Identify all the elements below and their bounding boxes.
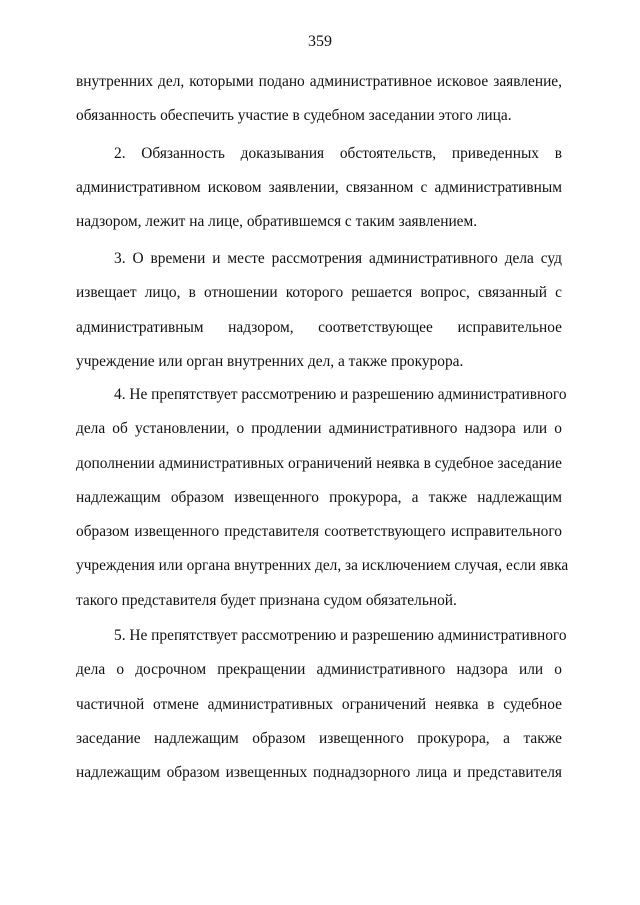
paragraph-line: надлежащим образом извещенных поднадзорного лица и представителя — [76, 764, 562, 781]
page-number: 359 — [308, 33, 332, 50]
paragraph-line: обязанность обеспечить участие в судебном заседании этого лица. — [76, 107, 512, 124]
paragraph-line: такого представителя будет признана судом обязательной. — [76, 592, 457, 609]
paragraph-line: образом извещенного представителя соответствующего исправительного — [76, 523, 562, 540]
paragraph-line: частичной отмене административных ограничений неявка в судебное — [76, 696, 562, 713]
paragraph-line: дела о досрочном прекращении административного надзора или о — [76, 661, 562, 678]
paragraph-line: надлежащим образом извещенного прокурора, а также надлежащим — [76, 489, 562, 506]
paragraph-line: дополнении административных ограничений неявка в судебное заседание — [76, 455, 562, 472]
paragraph-line: извещает лицо, в отношении которого решается вопрос, связанный с — [76, 284, 562, 301]
paragraph-line: административным надзором, соответствующее исправительное — [76, 319, 562, 336]
paragraph-line: учреждения или органа внутренних дел, за исключением случая, если явка — [76, 557, 569, 574]
paragraph-line: 2. Обязанность доказывания обстоятельств, приведенных в — [114, 145, 562, 162]
paragraph-line: внутренних дел, которыми подано административное исковое заявление, — [76, 73, 562, 90]
paragraph-line: 3. О времени и месте рассмотрения административного дела суд — [114, 250, 562, 267]
paragraph-line: дела об установлении, о продлении административного надзора или о — [76, 420, 562, 437]
paragraph-line: надзором, лежит на лице, обратившемся с таким заявлением. — [76, 213, 478, 230]
paragraph-line: 4. Не препятствует рассмотрению и разрешению административного — [114, 386, 567, 403]
paragraph-line: административном исковом заявлении, связанном с административным — [76, 179, 562, 196]
paragraph-line: 5. Не препятствует рассмотрению и разрешению административного — [114, 627, 567, 644]
paragraph-line: заседание надлежащим образом извещенного прокурора, а также — [76, 730, 562, 747]
paragraph-line: учреждение или орган внутренних дел, а также прокурора. — [76, 353, 464, 370]
